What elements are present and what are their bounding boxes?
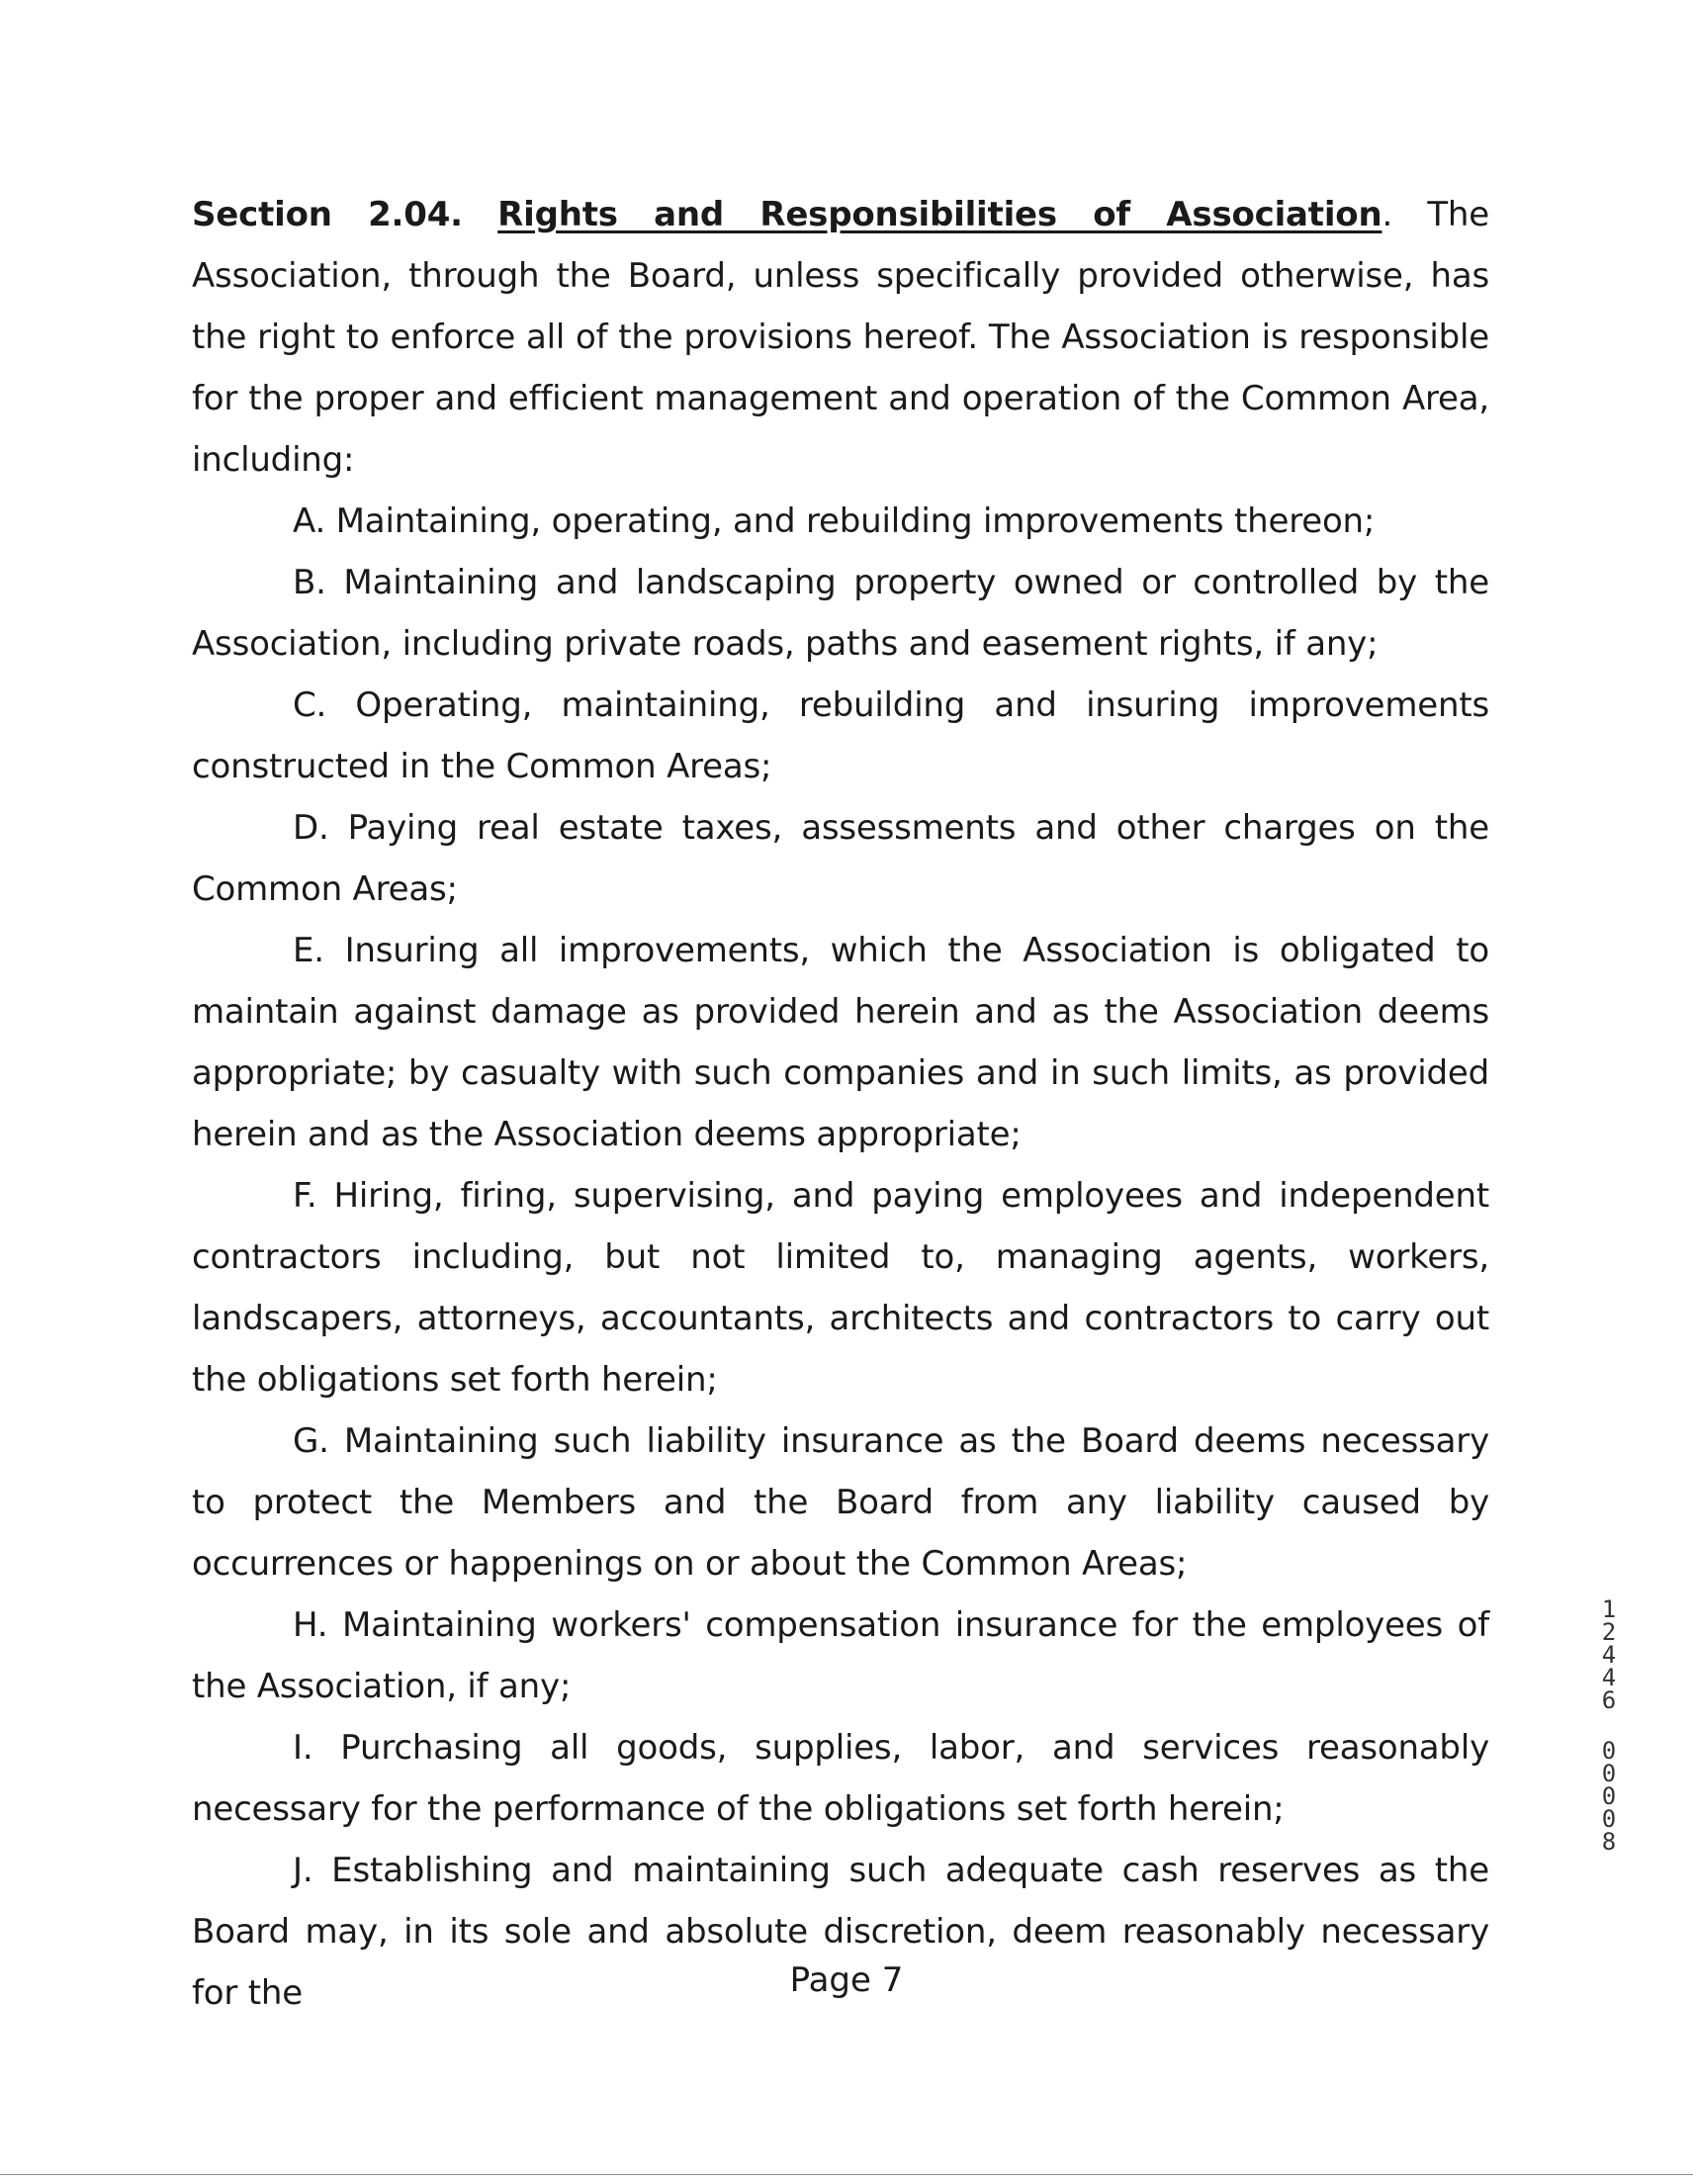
stamp-digit: 0 [1601,1805,1617,1833]
list-item: B. Maintaining and landscaping property owned or controlled by the Association, including private roads, paths and easement rights, if any; [192,563,1489,664]
list-item: A. Maintaining, operating, and rebuilding improvements thereon; [293,501,1376,541]
stamp-digit: 0 [1601,1782,1617,1810]
page-number: Page 7 [789,1960,904,2000]
stamp-digit: 6 [1601,1686,1617,1714]
list-item: G. Maintaining such liability insurance as the Board deems necessary to protect the Members and the Board from any liability caused by occurrences or happenings on or about the Common Areas; [192,1421,1489,1584]
stamp-gap [1594,1712,1624,1740]
section-body [192,184,1489,2024]
list-item: D. Paying real estate taxes, assessments and other charges on the Common Areas; [192,808,1489,909]
list-item: J. Establishing and maintaining such adequate cash reserves as the Board may, in its sole and absolute discretion, deem reasonably necessary for the [192,1851,1489,2013]
stamp-digit: 4 [1601,1664,1617,1691]
stamp-digit: 0 [1601,1737,1617,1765]
scan-edge-line [0,2174,1693,2175]
list-item: E. Insuring all improvements, which the Association is obligated to maintain against damage as provided herein and as the Association deems appropriate; by casualty with such companies and in such limits, as provided herein and as the Association deems appropriate; [192,931,1489,1154]
stamp-digit: 1 [1601,1595,1617,1623]
section-intro-paragraph [192,184,1489,491]
list-item: I. Purchasing all goods, supplies, labor, and services reasonably necessary for the performance of the obligations set forth herein; [192,1728,1489,1829]
list-item: H. Maintaining workers' compensation insurance for the employees of the Association, if any; [192,1605,1489,1706]
list-item: C. Operating, maintaining, rebuilding and insuring improvements constructed in the Common Areas; [192,685,1489,786]
section-title: Rights and Responsibilities of Association [497,195,1382,234]
stamp-digit: 0 [1601,1760,1617,1787]
stamp-digit: 8 [1601,1828,1617,1856]
section-title-period: . [1381,195,1393,234]
list-item: F. Hiring, firing, supervising, and paying employees and independent contractors including, but not limited to, managing agents, workers, landscapers, attorneys, accountants, architects and contractors to carry out the obligations set forth herein; [192,1176,1489,1400]
section-intro-text: The Association, through the Board, unless specifically provided otherwise, has the right to enforce all of the provisions hereof. The Association is responsible for the proper and efficient management and operation of the Common Area, including: [192,195,1489,480]
stamp-digit: 4 [1601,1641,1617,1669]
section-number: Section 2.04. [192,195,463,234]
document-number-stamp [1594,1595,1624,1856]
stamp-digit: 2 [1601,1618,1617,1646]
